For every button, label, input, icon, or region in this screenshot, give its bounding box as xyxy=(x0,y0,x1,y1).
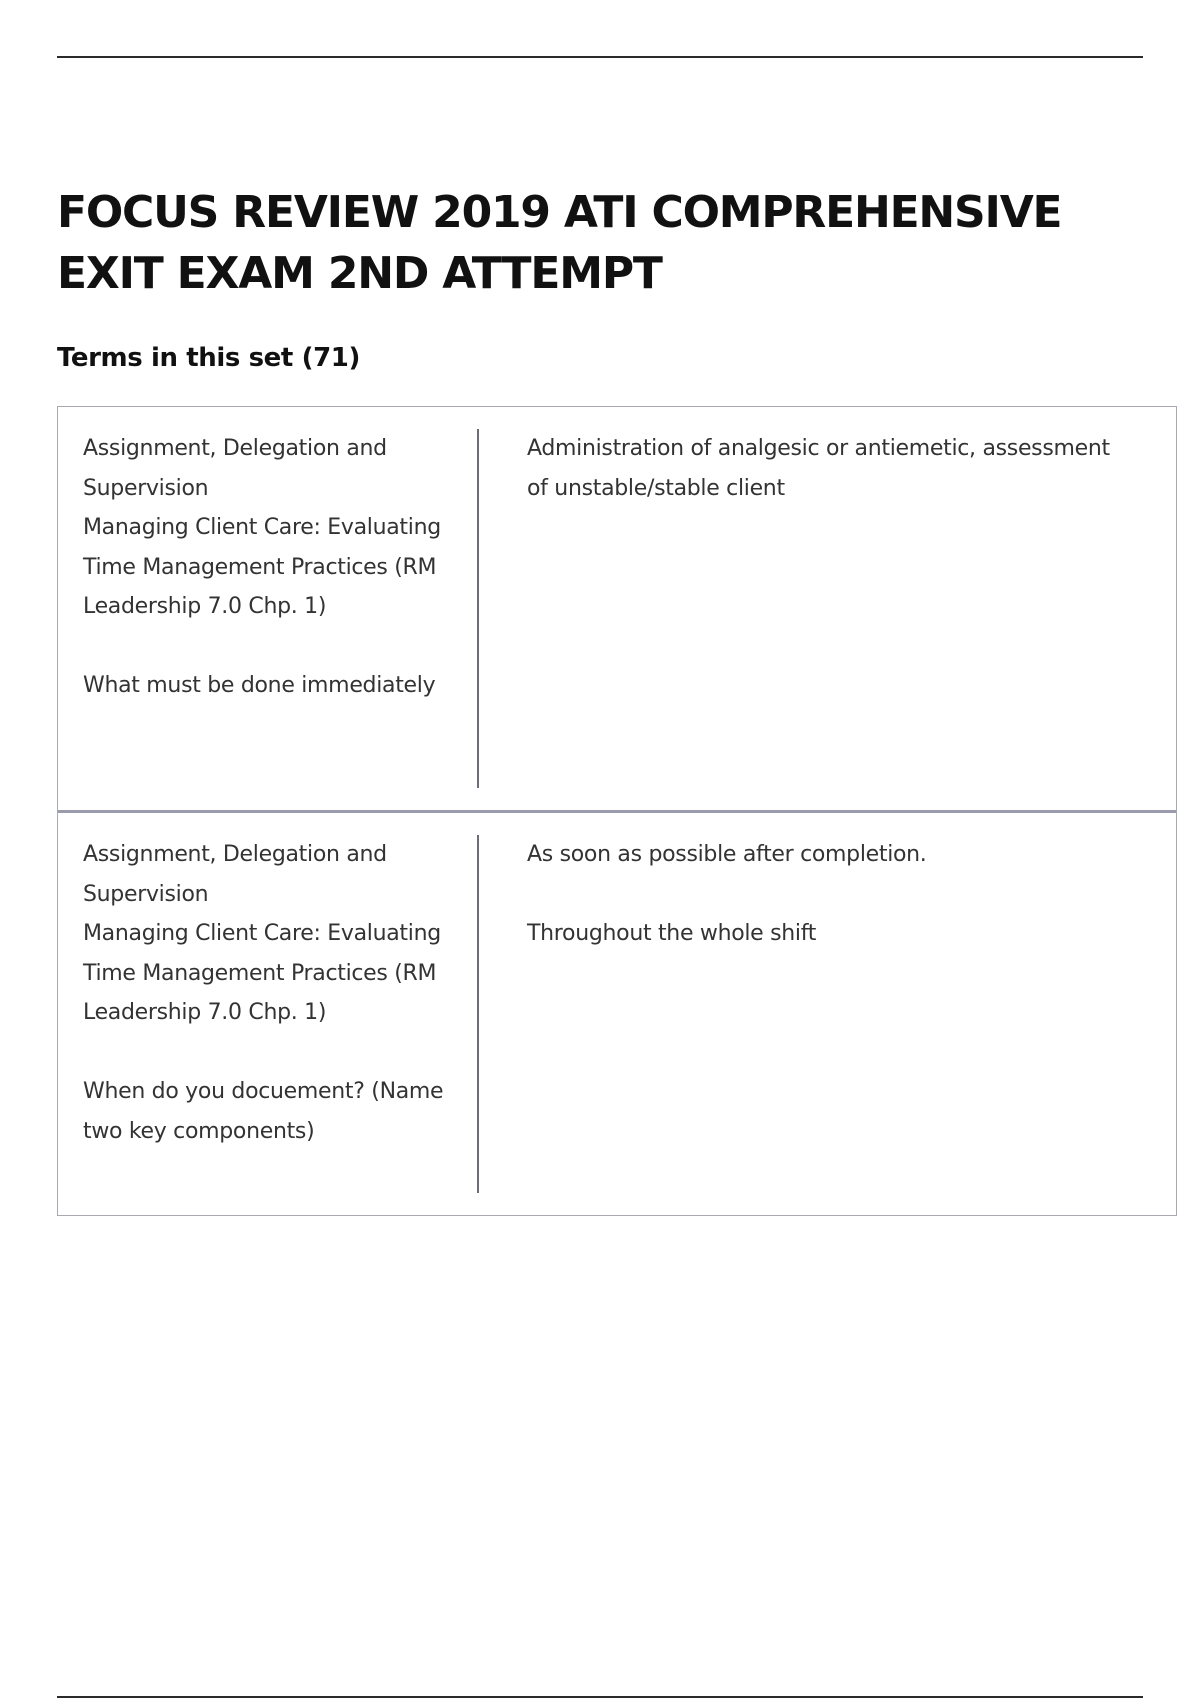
terms-count-heading: Terms in this set (71) xyxy=(57,343,360,373)
term-card xyxy=(58,810,1176,1215)
definition-text: As soon as possible after completion. Throughout the whole shift xyxy=(527,842,927,946)
terms-list xyxy=(57,406,1177,1216)
page-title: FOCUS REVIEW 2019 ATI COMPREHENSIVE EXIT EXAM 2ND ATTEMPT xyxy=(57,187,1062,299)
top-divider xyxy=(57,56,1143,58)
term-text: Assignment, Delegation and Supervision Managing Client Care: Evaluating Time Management Practices (RM Leadership 7.0 Chp. 1) When do you docuement? (Name two key components) xyxy=(58,835,479,1193)
bottom-divider xyxy=(57,1696,1143,1698)
term-text: Assignment, Delegation and Supervision Managing Client Care: Evaluating Time Management Practices (RM Leadership 7.0 Chp. 1) What must be done immediately xyxy=(58,429,479,788)
definition-text: Administration of analgesic or antiemetic, assessment of unstable/stable client xyxy=(527,436,1110,501)
term-card xyxy=(58,407,1176,810)
